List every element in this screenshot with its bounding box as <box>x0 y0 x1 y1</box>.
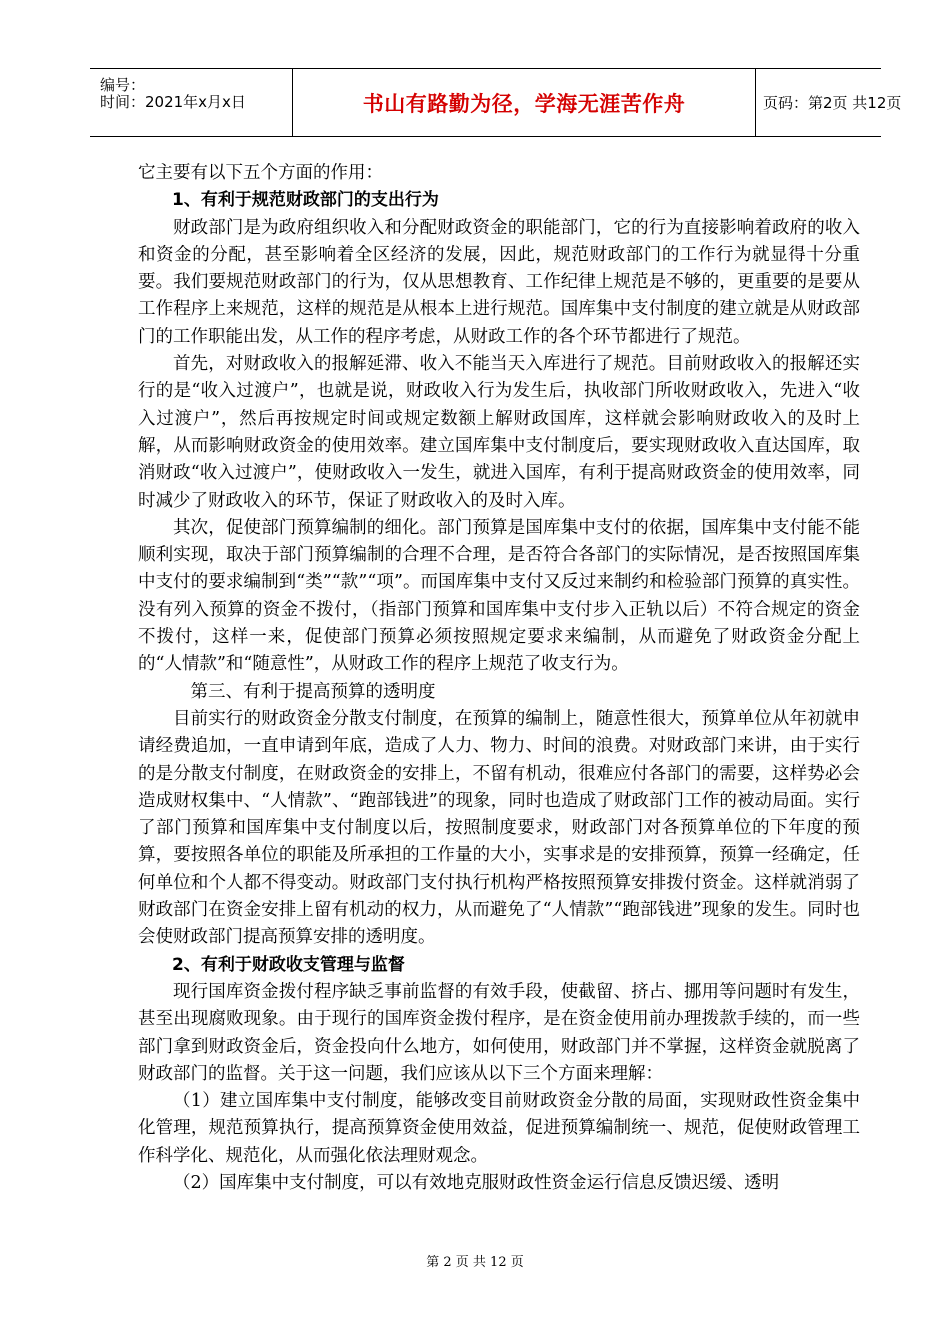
document-time-label: 时间：2021年x月x日 <box>100 93 246 111</box>
paragraph-3: 其次，促使部门预算编制的细化。部门预算是国库集中支付的依据，国库集中支付能不能顺利实现，取决于部门预算编制的合理不合理，是否符合各部门的实际情况，是否按照国库集中支付的要求编制到“类”“款”“项”。而国库集中支付又反过来制约和检验部门预算的真实性。没有列入预算的资金不拨付，（指部门预算和国库集中支付步入正轨以后）不符合规定的资金不拨付，这样一来，促使部门预算必须按照规定要求来编制，从而避免了财政资金分配上的“人情款”和“随意性”，从财政工作的程序上规范了收支行为。 <box>138 517 860 675</box>
page-footer: 第 2 页 共 12 页 <box>426 1255 524 1270</box>
header-page-cell <box>755 69 902 136</box>
header-motto-cell <box>292 69 756 136</box>
paragraph-6: 现行国库资金拨付程序缺乏事前监督的有效手段，使截留、挤占、挪用等问题时有发生，甚至出现腐败现象。由于现行的国库资金拨付程序，是在资金使用前办理拨款手续的，而一些部门拿到财政资金后，资金投向什么地方，如何使用，财政部门并不掌握，这样资金就脱离了财政部门的监督。关于这一问题，我们应该从以下三个方面来理解： <box>138 981 860 1084</box>
subheading-third: 第三、有利于提高预算的透明度 <box>190 681 436 702</box>
paragraph-1: 财政部门是为政府组织收入和分配财政资金的职能部门，它的行为直接影响着政府的收入和资金的分配，甚至影响着全区经济的发展，因此，规范财政部门的工作行为就显得十分重要。我们要规范财政部门的行为，仅从思想教育、工作纪律上规范是不够的，更重要的是要从工作程序上来规范，这样的规范是从根本上进行规范。国库集中支付制度的建立就是从财政部门的工作职能出发，从工作的程序考虑，从财政工作的各个环节都进行了规范。 <box>138 217 860 347</box>
header-info-cell <box>90 69 292 136</box>
paragraph-2: 首先，对财政收入的报解延滞、收入不能当天入库进行了规范。目前财政收入的报解还实行的是“收入过渡户”，也就是说，财政收入行为发生后，执收部门所收财政收入，先进入“收入过渡户”，然后再按规定时间或规定数额上解财政国库，这样就会影响财政收入的及时上解，从而影响财政资金的使用效率。建立国库集中支付制度后，要实现财政收入直达国库，取消财政“收入过渡户”，使财政收入一发生，就进入国库，有利于提高财政资金的使用效率，同时减少了财政收入的环节，保证了财政收入的及时入库。 <box>138 354 860 511</box>
page-header <box>90 68 902 137</box>
paragraph-7: （1）建立国库集中支付制度，能够改变目前财政资金分散的局面，实现财政性资金集中化管理，规范预算执行，提高预算资金使用效益，促进预算编制统一、规范，促使财政管理工作科学化、规范化，从而强化依法理财观念。 <box>138 1091 860 1166</box>
document-body <box>138 160 860 1197</box>
document-number-label: 编号： <box>100 76 146 94</box>
paragraph-5: 目前实行的财政资金分散支付制度，在预算的编制上，随意性很大，预算单位从年初就申请经费追加，一直申请到年底，造成了人力、物力、时间的浪费。对财政部门来讲，由于实行的是分散支付制度，在财政资金的安排上，不留有机动，很难应付各部门的需要，这样势必会造成财权集中、“人情款”、“跑部钱进”的现象，同时也造成了财政部门工作的被动局面。实行了部门预算和国库集中支付制度以后，按照制度要求，财政部门对各预算单位的下年度的预算，要按照各单位的职能及所承担的工作量的大小，实事求是的安排预算，预算一经确定，任何单位和个人都不得变动。财政部门支付执行机构严格按照预算安排拨付资金。这样就消弱了财政部门在资金安排上留有机动的权力，从而避免了“人情款”“跑部钱进”现象的发生。同时也会使财政部门提高预算安排的透明度。 <box>138 708 860 948</box>
section-heading-1: 1、有利于规范财政部门的支出行为 <box>172 190 439 211</box>
motto-text: 书山有路勤为径，学海无涯苦作舟 <box>362 91 686 116</box>
page-code-label: 页码：第2页 共12页 <box>763 94 902 112</box>
paragraph-8: （2）国库集中支付制度，可以有效地克服财政性资金运行信息反馈迟缓、透明 <box>173 1172 780 1193</box>
section-heading-2: 2、有利于财政收支管理与监督 <box>172 954 405 975</box>
intro-paragraph: 它主要有以下五个方面的作用： <box>138 163 383 183</box>
